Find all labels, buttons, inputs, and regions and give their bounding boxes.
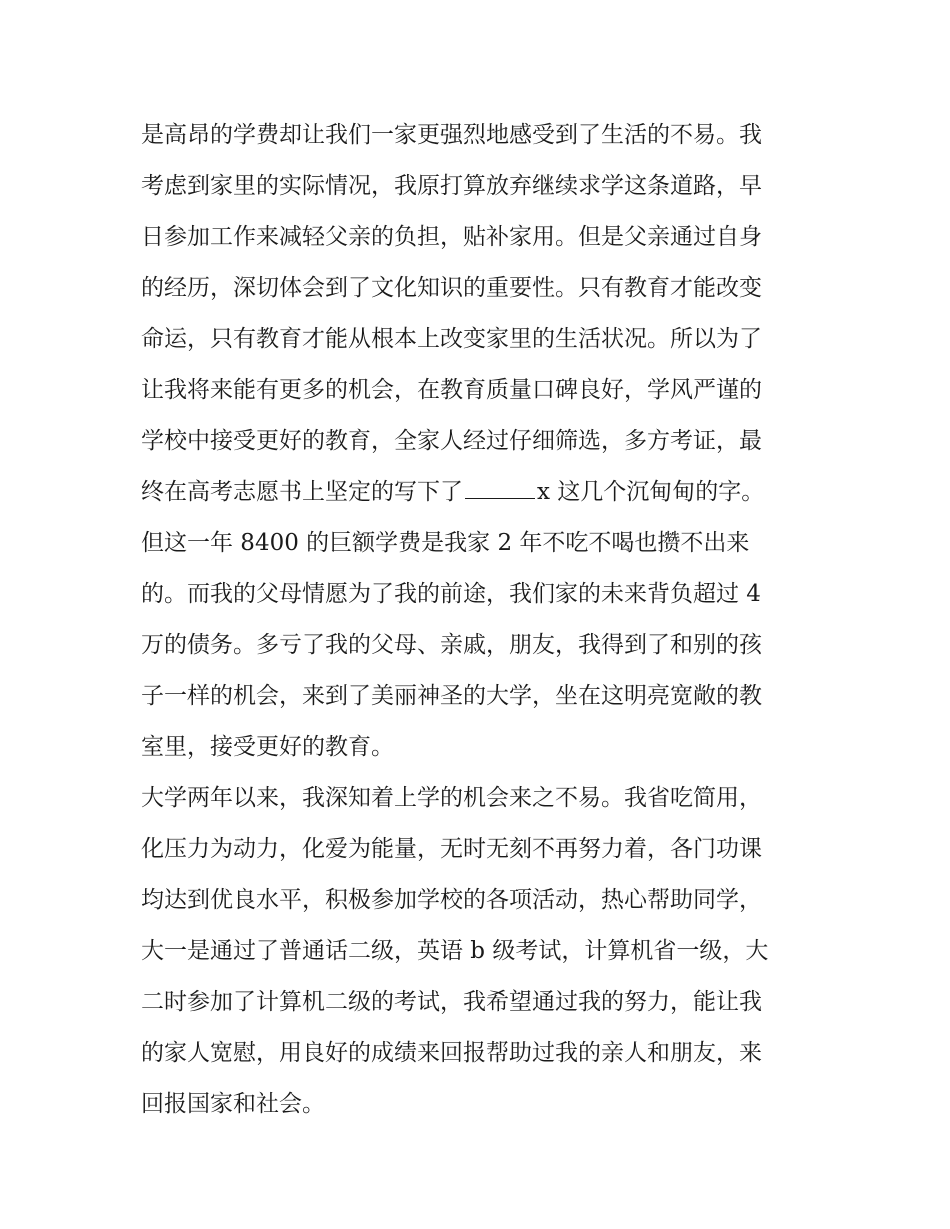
text-line: 化压力为动力，化爱为能量，无时无刻不再努力着，各门功课 xyxy=(141,836,762,862)
text-line: 让我将来能有更多的机会，在教育质量口碑良好，学风严谨的 xyxy=(141,377,762,403)
text-line: 二时参加了计算机二级的考试，我希望通过我的努力，能让我 xyxy=(141,989,762,1015)
text-line: 的经历，深切体会到了文化知识的重要性。只有教育才能改变 xyxy=(141,275,762,301)
text-line-with-blank xyxy=(141,467,821,518)
text-line: 大一是通过了普通话二级，英语 b 级考试，计算机省一级，大 xyxy=(141,938,769,964)
text-line: 子一样的机会，来到了美丽神圣的大学，坐在这明亮宽敞的教 xyxy=(141,683,762,709)
blank-line-after: x 这几个沉甸甸的字。 xyxy=(537,479,765,505)
body-text xyxy=(141,110,821,1130)
text-line: 学校中接受更好的教育，全家人经过仔细筛选，多方考证，最 xyxy=(141,428,762,454)
text-line: 是高昂的学费却让我们一家更强烈地感受到了生活的不易。我 xyxy=(141,122,762,148)
fill-in-blank xyxy=(465,476,535,499)
text-line: 均达到优良水平，积极参加学校的各项活动，热心帮助同学， xyxy=(141,887,762,913)
text-line: 大学两年以来，我深知着上学的机会来之不易。我省吃简用， xyxy=(141,785,762,811)
text-line: 回报国家和社会。 xyxy=(141,1091,325,1117)
text-line: 室里，接受更好的教育。 xyxy=(141,734,394,760)
text-line: 万的债务。多亏了我的父母、亲戚，朋友，我得到了和别的孩 xyxy=(141,632,762,658)
text-line: 但这一年 8400 的巨额学费是我家 2 年不吃不喝也攒不出来 xyxy=(141,530,750,556)
text-line: 的。而我的父母情愿为了我的前途，我们家的未来背负超过 4 xyxy=(141,581,761,607)
text-line: 的家人宽慰，用良好的成绩来回报帮助过我的亲人和朋友，来 xyxy=(141,1040,762,1066)
blank-line-before: 终在高考志愿书上坚定的写下了 xyxy=(141,479,463,505)
text-line: 命运，只有教育才能从根本上改变家里的生活状况。所以为了 xyxy=(141,326,762,352)
text-line: 日参加工作来减轻父亲的负担，贴补家用。但是父亲通过自身 xyxy=(141,224,762,250)
text-line: 考虑到家里的实际情况，我原打算放弃继续求学这条道路，早 xyxy=(141,173,762,199)
